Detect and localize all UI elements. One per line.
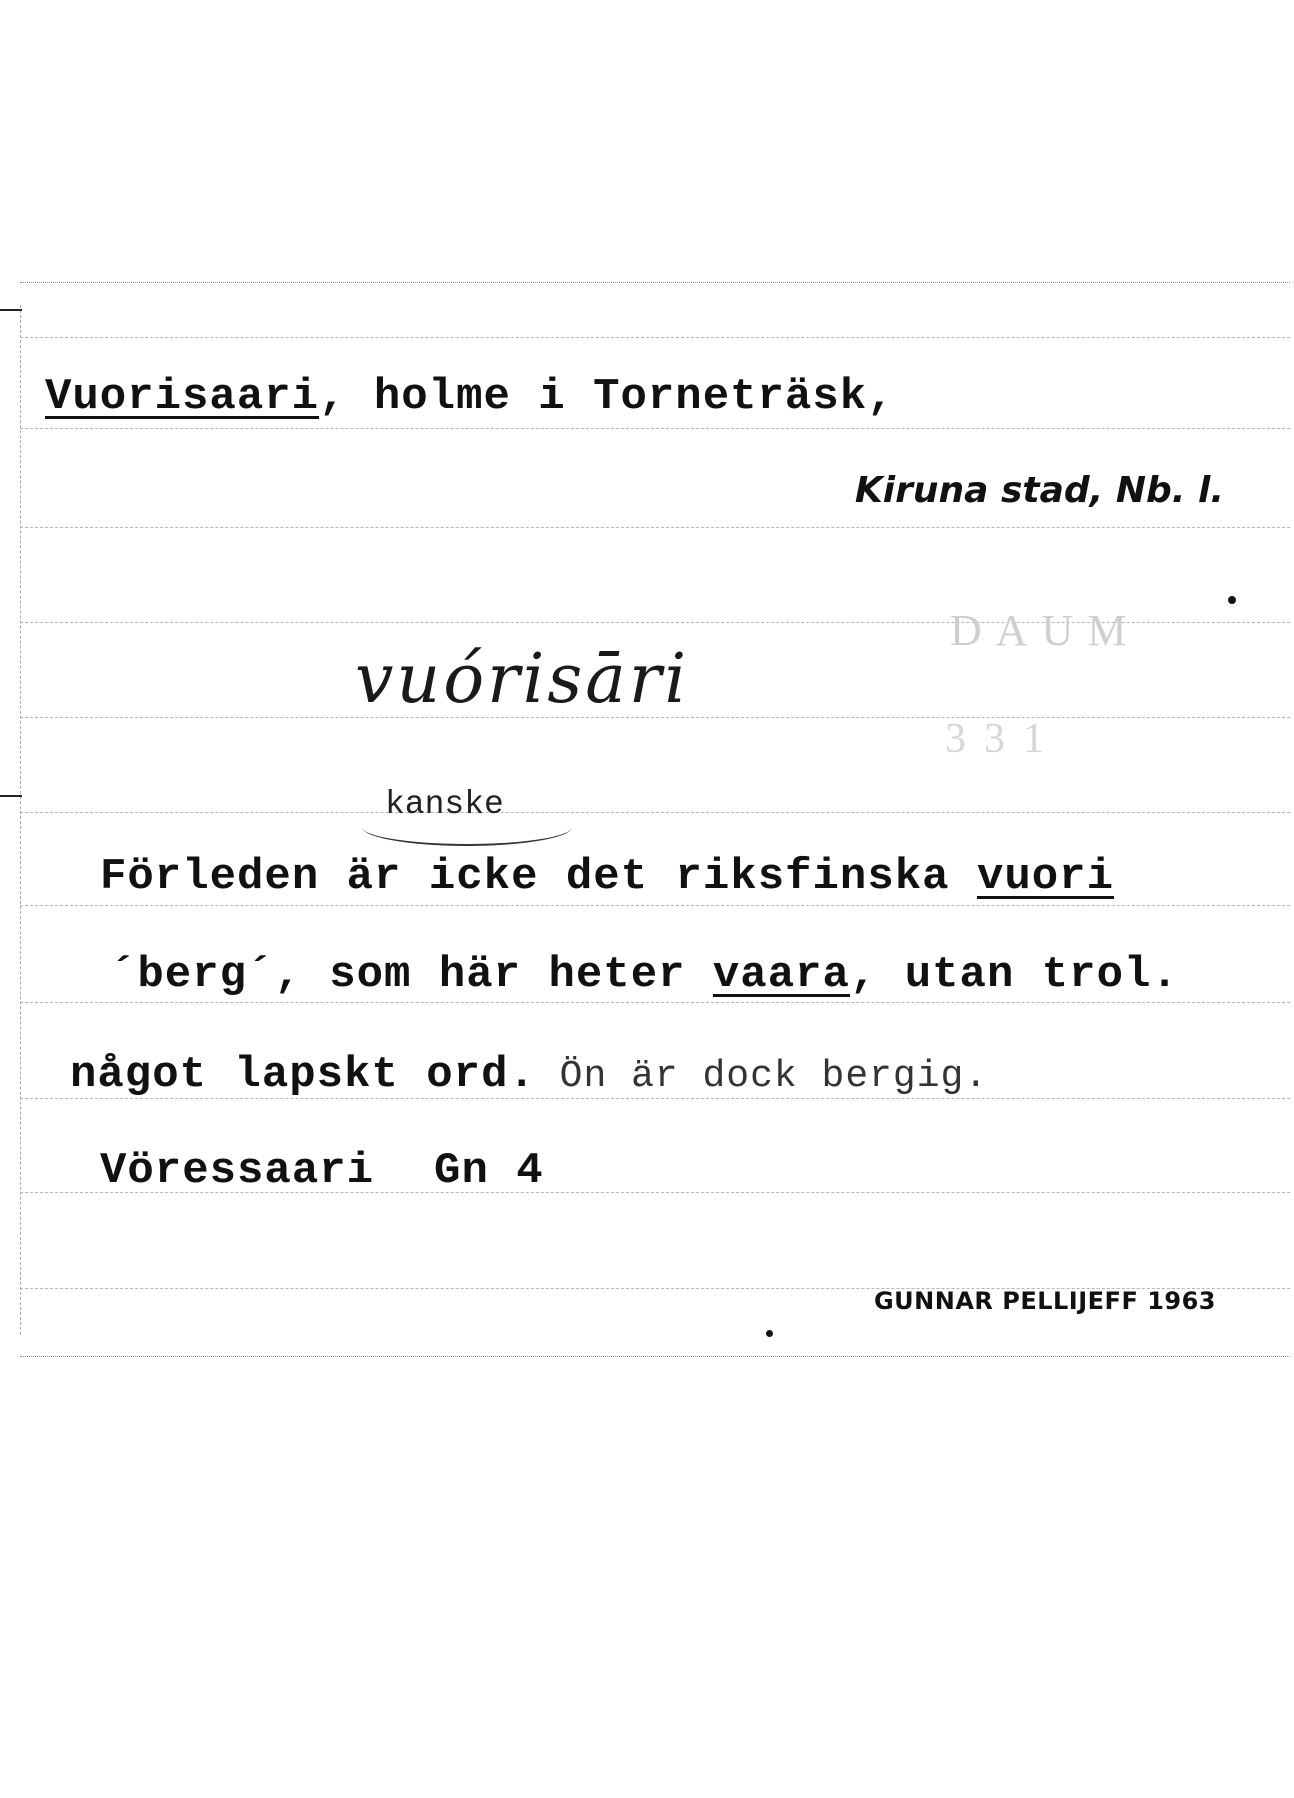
variant-line (100, 1146, 544, 1196)
added-note: Ön är dock bergig. (535, 1055, 989, 1098)
body-line-3 (70, 1050, 988, 1100)
handwritten-pronunciation: vuórisāri (355, 640, 690, 719)
variant-reference: Gn 4 (434, 1146, 544, 1196)
variant-name: Vöressaari (100, 1146, 375, 1196)
card-rule (20, 337, 1290, 338)
heading-description: , holme i Torneträsk, (319, 372, 895, 422)
card-left-edge (20, 305, 21, 1335)
insertion-caret (362, 808, 572, 846)
body-text: , som här heter (274, 950, 713, 1000)
body-text: , utan trol. (849, 950, 1179, 1000)
body-line-2 (110, 950, 1179, 1000)
ink-dot (766, 1330, 773, 1337)
card-rule (20, 282, 1290, 283)
body-text: något lapskt ord. (70, 1050, 536, 1100)
stamp-number: 331 (945, 716, 1062, 762)
card-rule (20, 1356, 1290, 1357)
body-text: ´berg´ (110, 950, 275, 1000)
ink-dot (1228, 596, 1236, 604)
underlined-word-vuori: vuori (976, 852, 1114, 902)
card-rule (20, 527, 1290, 528)
author-signature: GUNNAR PELLIJEFF 1963 (873, 1287, 1216, 1315)
place-reference: Kiruna stad, Nb. l. (854, 470, 1224, 511)
headword: Vuorisaari (45, 372, 320, 422)
card-rule (20, 905, 1290, 906)
card-rule (20, 428, 1290, 429)
card-rule (20, 812, 1290, 813)
body-text: Förleden är (100, 852, 402, 902)
stamp-text: DAUM (950, 606, 1141, 655)
card-edge-mark (0, 309, 22, 311)
inserted-word: kanske (385, 786, 504, 823)
card-rule (20, 1002, 1290, 1003)
heading-line (45, 372, 895, 422)
card-edge-mark (0, 795, 22, 797)
underlined-word-vaara: vaara (712, 950, 850, 1000)
body-line-1 (100, 852, 1114, 902)
body-text: icke det riksfinska (401, 852, 977, 902)
